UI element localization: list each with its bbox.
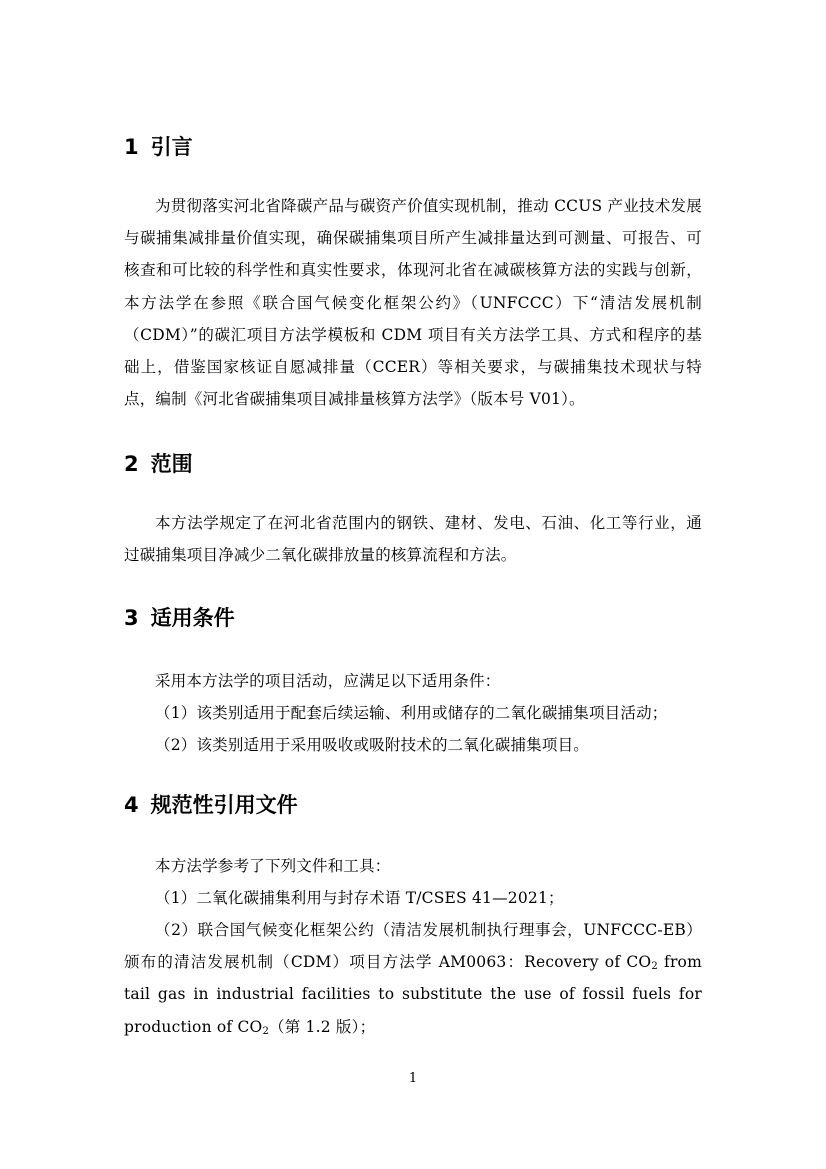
section-number: 2 xyxy=(124,452,139,476)
reference-text: （2）联合国气候变化框架公约（清洁发展机制执行理事会，UNFCCC-EB）颁布的清洁发展机制（CDM）项目方法学 AM0063：Recovery of CO xyxy=(124,921,702,972)
section-title: 规范性引用文件 xyxy=(150,793,298,817)
section-title: 适用条件 xyxy=(150,606,235,630)
section-4-heading xyxy=(124,791,298,819)
section-2-heading xyxy=(124,450,193,478)
section-title: 范围 xyxy=(150,452,193,476)
subscript: 2 xyxy=(262,1025,270,1037)
list-item-reference-am0063 xyxy=(124,914,702,1043)
subscript: 2 xyxy=(651,961,658,973)
section-title: 引言 xyxy=(150,135,193,159)
list-item: （2）该类别适用于采用吸收或吸附技术的二氧化碳捕集项目。 xyxy=(155,736,589,754)
reference-text: from tail gas in industrial facilities to substitute the use of fossil fuels for production of CO xyxy=(124,953,702,1036)
list-item: （1）二氧化碳捕集利用与封存术语 T/CSES 41—2021； xyxy=(155,889,564,907)
list-item: （1）该类别适用于配套后续运输、利用或储存的二氧化碳捕集项目活动； xyxy=(155,704,668,722)
section-4-intro: 本方法学参考了下列文件和工具： xyxy=(155,857,391,875)
reference-text: （第 1.2 版）； xyxy=(269,1017,376,1036)
section-1-paragraph: 为贯彻落实河北省降碳产品与碳资产价值实现机制，推动 CCUS 产业技术发展与碳捕集减排量价值实现，确保碳捕集项目所产生减排量达到可测量、可报告、可核查和可比较的科学性和真实性要求，体现河北省在减碳核算方法的实践与创新，本方法学在参照《联合国气候变化框架公约》（UNFCCC）下“清洁发展机制（CDM）”的碳汇项目方法学模板和 CDM 项目有关方法学工具、方式和程序的基础上，借鉴国家核证自愿减排量（CCER）等相关要求，与碳捕集技术现状与特点，编制《河北省碳捕集项目减排量核算方法学》（版本号 V01）。 xyxy=(124,197,702,409)
page-number: 1 xyxy=(408,1071,418,1086)
section-2-paragraph: 本方法学规定了在河北省范围内的钢铁、建材、发电、石油、化工等行业，通过碳捕集项目净减少二氧化碳排放量的核算流程和方法。 xyxy=(124,514,702,565)
section-3-intro: 采用本方法学的项目活动，应满足以下适用条件： xyxy=(155,672,501,690)
section-1-heading xyxy=(124,133,193,161)
section-number: 3 xyxy=(124,606,139,630)
section-number: 1 xyxy=(124,135,139,159)
section-3-heading xyxy=(124,604,235,632)
section-number: 4 xyxy=(124,793,139,817)
